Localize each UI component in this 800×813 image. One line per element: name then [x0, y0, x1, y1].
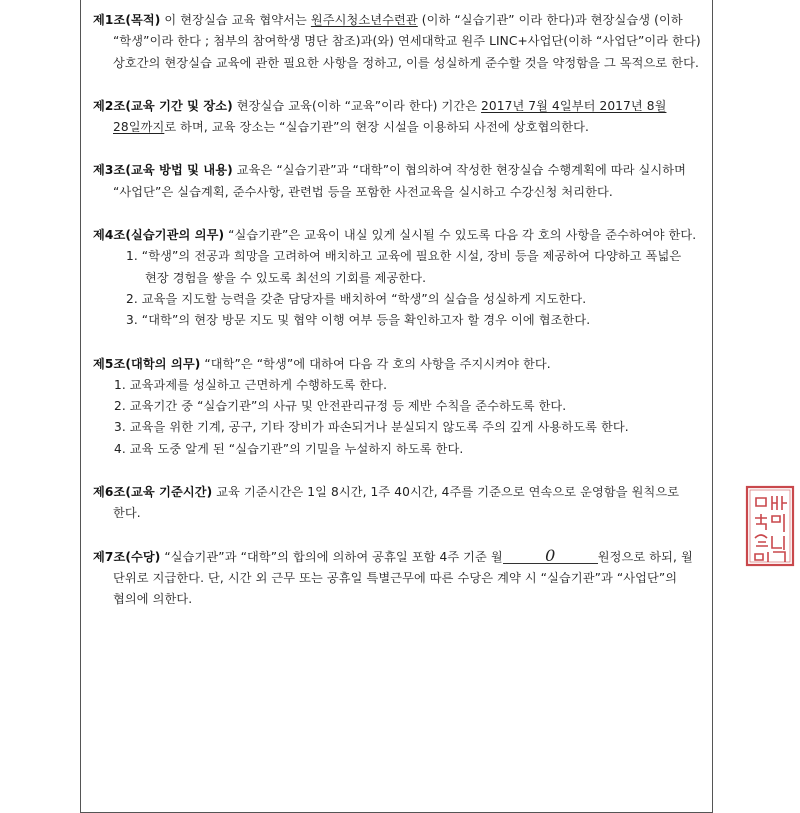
list-item: 2. 교육기간 중 “실습기관”의 사규 및 안전관리규정 등 제반 수칙을 준수하도록 한다.	[114, 399, 567, 414]
list-item: 3. 교육을 위한 기계, 공구, 기타 장비가 파손되거나 분실되지 않도록 주의 깊게 사용하도록 한다.	[114, 420, 629, 435]
article-4-heading: 제4조(실습기관의 의무)	[93, 228, 225, 243]
article-3-heading: 제3조(교육 방법 및 내용)	[93, 163, 233, 178]
article-5-text: “대학”은 “학생”에 대하여 다음 각 호의 사항을 주지시켜야 한다.	[200, 356, 551, 371]
list-item: 2. 교육을 지도할 능력을 갖춘 담당자를 배치하여 “학생”의 실습을 성실하게 지도한다.	[126, 291, 587, 306]
agreement-document	[93, 10, 705, 633]
list-item: 3. “대학”의 현장 방문 지도 및 협약 이행 여부 등을 확인하고자 할 경우 이에 협조한다.	[126, 313, 591, 328]
article-3	[93, 160, 705, 203]
article-2-text-a: 현장실습 교육(이하 “교육”이라 한다) 기간은	[232, 98, 482, 113]
article-6-heading: 제6조(교육 기준시간)	[93, 485, 213, 500]
article-2-text-b: 로 하며, 교육 장소는 “실습기관”의 현장 시설을 이용하되 사전에 상호협의한다.	[164, 120, 589, 135]
article-5	[93, 354, 705, 460]
monthly-allowance-field	[503, 545, 598, 565]
article-5-heading: 제5조(대학의 의무)	[93, 356, 201, 371]
list-item: 1. “학생”의 전공과 희망을 고려하여 배치하고 교육에 필요한 시설, 장비 등을 제공하여 다양하고 폭넓은 현장 경험을 쌓을 수 있도록 최선의 기회를 제공한다.	[126, 249, 682, 285]
list-item: 4. 교육 도중 알게 된 “실습기관”의 기밀을 누설하지 하도록 한다.	[114, 441, 464, 456]
education-period: 2017년 7월 4일부터 2017년 8월 28일까지	[113, 98, 667, 135]
article-1-heading: 제1조(목적)	[93, 13, 161, 27]
article-3-text: 교육은 “실습기관”과 “대학”이 협의하여 작성한 현장실습 수행계획에 따라 실시하며 “사업단”은 실습계획, 준수사항, 관련법 등을 포함한 사전교육을 실시하고 수강신청 처리한다.	[113, 163, 687, 199]
institution-name: 원주시청소년수련관	[310, 13, 418, 27]
monthly-allowance-value: 0	[545, 545, 556, 565]
article-7	[93, 547, 705, 611]
article-2	[93, 96, 705, 139]
article-4-items	[93, 246, 705, 331]
article-7-text-a: “실습기관”과 “대학”의 합의에 의하여 공휴일 포함 4주 기준 월	[160, 549, 503, 564]
article-1-text-a: 이 현장실습 교육 협약서는	[160, 13, 311, 27]
article-6-text: 교육 기준시간은 1일 8시간, 1주 40시간, 4주를 기준으로 연속으로 운영함을 원칙으로 한다.	[113, 485, 680, 521]
article-5-items	[93, 375, 705, 460]
article-2-heading: 제2조(교육 기간 및 장소)	[93, 98, 233, 113]
article-4-text: “실습기관”은 교육이 내실 있게 실시될 수 있도록 다음 각 호의 사항을 준수하여야 한다.	[224, 228, 697, 243]
official-seal-stamp	[744, 484, 796, 568]
article-4	[93, 225, 705, 331]
list-item: 1. 교육과제를 성실하고 근면하게 수행하도록 한다.	[114, 377, 388, 392]
article-1	[93, 10, 705, 74]
article-7-text-b: 원정으로 하되, 월 단위로 지급한다. 단, 시간 외 근무 또는 공휴일 특별근무에 따른 수당은 계약 시 “실습기관”과 “사업단”의 협의에 의한다.	[113, 549, 693, 607]
article-1-text-b: (이하 “실습기관” 이라 한다)과 현장실습생 (이하 “학생”이라 한다 ; 첨부의 참여학생 명단 참조)과(와) 연세대학교 원주 LINC+사업단(이하 “사업단”이라 한다) 상호간의 현장실습 교육에 관한 필요한 사항을 정하고, 이를 성실하게 준수할 것을 약정함을 그 목적으로 한다.	[113, 13, 701, 70]
article-7-heading: 제7조(수당)	[93, 549, 161, 564]
article-6	[93, 482, 705, 525]
